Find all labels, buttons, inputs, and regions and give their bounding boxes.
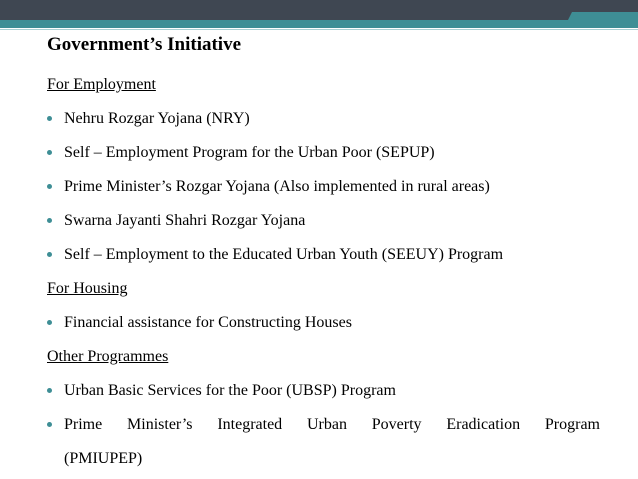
- bullet-icon: [47, 422, 52, 427]
- header-teal-tab: [564, 12, 638, 28]
- bullet-icon: [47, 388, 52, 393]
- header-teal-band: [0, 20, 638, 28]
- section-heading-housing: For Housing: [47, 280, 128, 297]
- bullet-icon: [47, 320, 52, 325]
- slide-title: Government’s Initiative: [47, 34, 242, 55]
- bullet-icon: [47, 150, 52, 155]
- list-item: Swarna Jayanti Shahri Rozgar Yojana: [47, 204, 600, 238]
- list-item: Nehru Rozgar Yojana (NRY): [47, 102, 600, 136]
- header-dark-band: [0, 0, 638, 20]
- list-item: Urban Basic Services for the Poor (UBSP) Program: [47, 374, 600, 408]
- list-item: Self – Employment to the Educated Urban Youth (SEEUY) Program: [47, 238, 600, 272]
- list-item: [47, 408, 600, 476]
- bullet-icon: [47, 252, 52, 257]
- list-item: Prime Minister’s Rozgar Yojana (Also implemented in rural areas): [47, 170, 600, 204]
- list-item-line-2: (PMIUPEP): [64, 450, 143, 467]
- bullet-icon: [47, 218, 52, 223]
- bullet-icon: [47, 184, 52, 189]
- section-heading-employment: For Employment: [47, 76, 156, 93]
- list-item: Financial assistance for Constructing Houses: [47, 306, 600, 340]
- bullet-icon: [47, 116, 52, 121]
- header-divider: [0, 29, 638, 30]
- list-item-line-1: Prime Minister’s Integrated Urban Poverty Eradication Program: [64, 416, 600, 433]
- section-heading-other-programmes: Other Programmes: [47, 348, 169, 365]
- slide-content: [47, 32, 600, 476]
- list-item: Self – Employment Program for the Urban Poor (SEPUP): [47, 136, 600, 170]
